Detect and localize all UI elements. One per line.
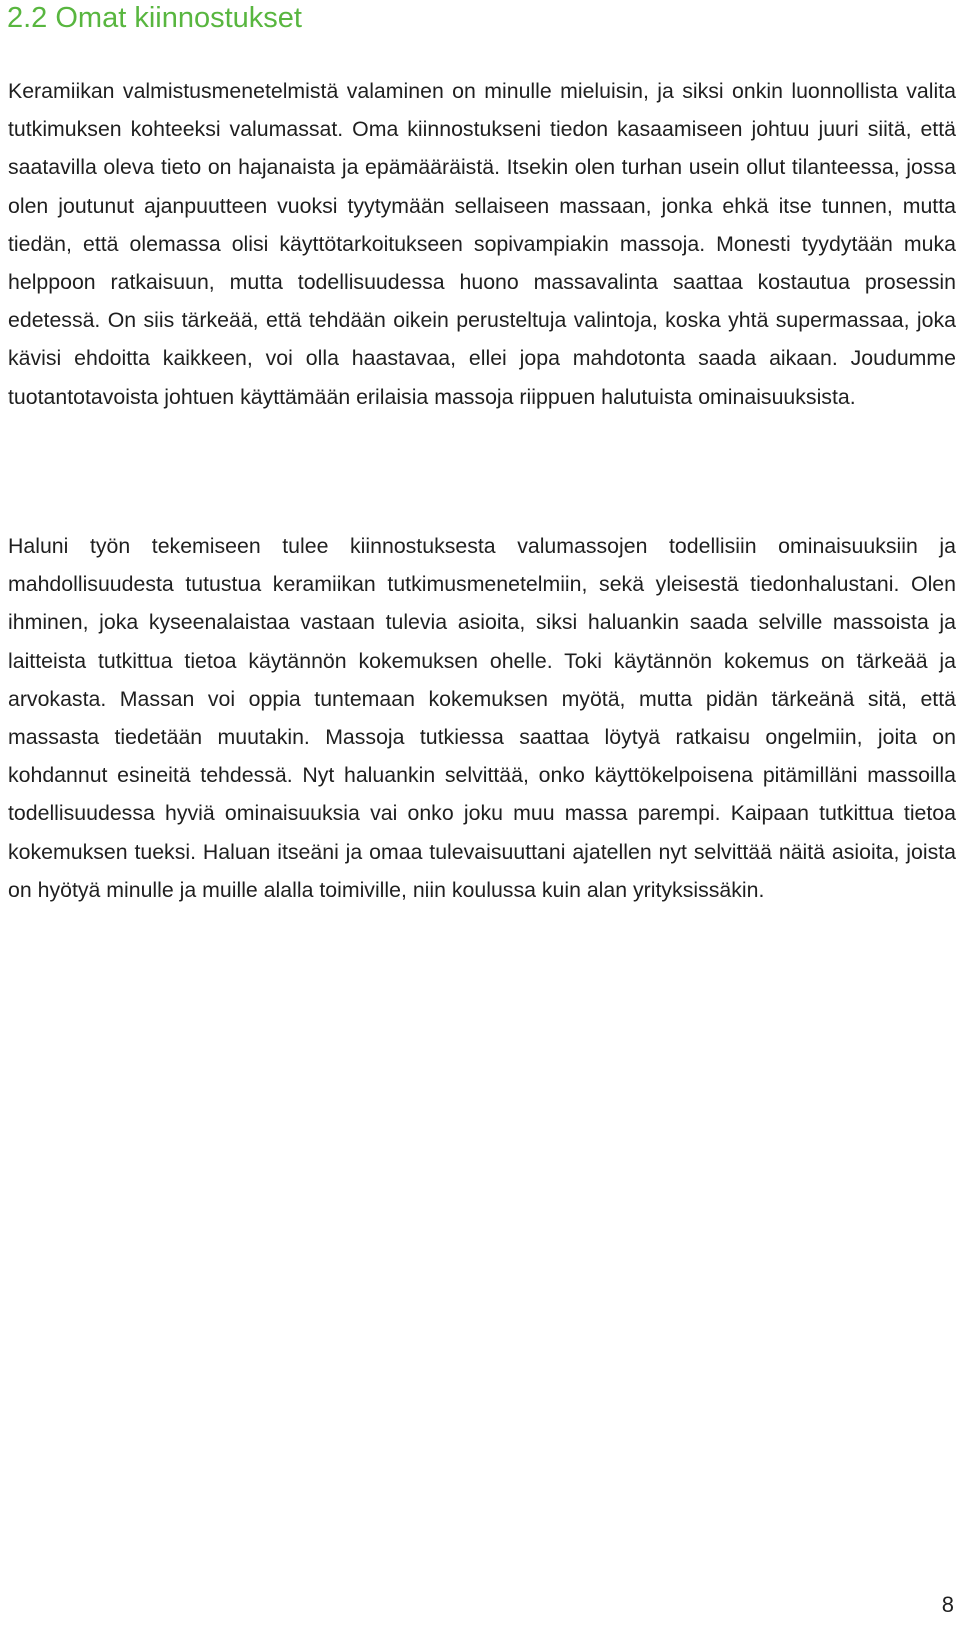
section-heading: 2.2 Omat kiinnostukset [7,2,302,34]
body-paragraph-1: Keramiikan valmistusmenetelmistä valaminen on minulle mieluisin, ja siksi onkin luonnollista valita tutkimuksen kohteeksi valumassat. Oma kiinnostukseni tiedon kasaamiseen johtuu juuri siitä, että saatavilla oleva tieto on hajanaista ja epämääräistä. Itsekin olen turhan usein ollut tilanteessa, jossa olen joutunut ajanpuutteen vuoksi tyytymään sellaiseen massaan, jonka ehkä itse tunnen, mutta tiedän, että olemassa olisi käyttötarkoitukseen sopivampiakin massoja. Monesti tyydytään muka helppoon ratkaisuun, mutta todellisuudessa huono massavalinta saattaa kostautua prosessin edetessä. On siis tärkeää, että tehdään oikein perusteltuja valintoja, koska yhtä supermassaa, joka kävisi ehdoitta kaikkeen, voi olla haastavaa, ellei jopa mahdotonta saada aikaan. Joudumme tuotantotavoista johtuen käyttämään erilaisia massoja riippuen halutuista ominaisuuksista. [8,79,956,409]
page-number: 8 [941,1592,954,1617]
body-paragraph-2: Haluni työn tekemiseen tulee kiinnostuksesta valumassojen todellisiin ominaisuuksiin ja mahdollisuudesta tutustua keramiikan tutkimusmenetelmiin, sekä yleisestä tiedonhalustani. Olen ihminen, joka kyseenalaistaa vastaan tulevia asioita, siksi haluankin saada selville massoista ja laitteista tutkittua tietoa käytännön kokemuksen ohelle. Toki käytännön kokemus on tärkeää ja arvokasta. Massan voi oppia tuntemaan kokemuksen myötä, mutta pidän tärkeänä sitä, että massasta tiedetään muutakin. Massoja tutkiessa saattaa löytyä ratkaisu ongelmiin, joita on kohdannut esineitä tehdessä. Nyt haluankin selvittää, onko käyttökelpoisena pitämilläni massoilla todellisuudessa hyviä ominaisuuksia vai onko joku muu massa parempi. Kaipaan tutkittua tietoa kokemuksen tueksi. Haluan itseäni ja omaa tulevaisuuttani ajatellen nyt selvittää näitä asioita, joista on hyötyä minulle ja muille alalla toimiville, niin koulussa kuin alan yrityksissäkin. [8,534,956,902]
